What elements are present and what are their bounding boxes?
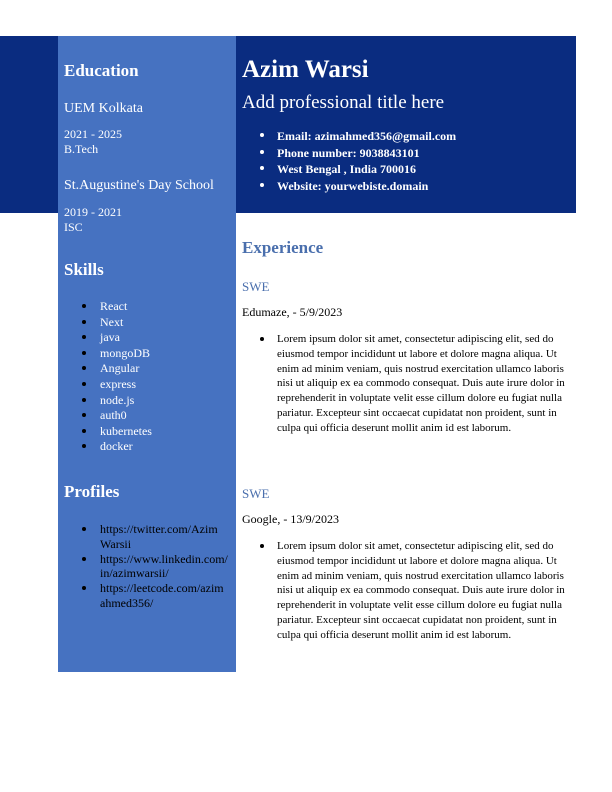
experience-heading: Experience (242, 238, 324, 257)
education-years: 2021 - 2025 (64, 127, 122, 141)
education-heading: Education (64, 61, 139, 80)
skill-item: React (82, 299, 152, 315)
professional-title: Add professional title here (242, 92, 445, 113)
skill-item: node.js (82, 393, 152, 409)
skill-item: docker (82, 439, 152, 455)
education-school: St.Augustine's Day School (64, 178, 214, 193)
job-meta: Google, - 13/9/2023 (242, 512, 339, 526)
job-role: SWE (242, 486, 270, 501)
contact-phone: Phone number: 9038843101 (260, 145, 456, 162)
job-bullet: Lorem ipsum dolor sit amet, consectetur adipiscing elit, sed do eiusmod tempor incididunt ut labore et dolore magna aliqua. Ut enim ad minim veniam, quis nostrud exercitation ullamco laboris nisi ut aliquip ex ea commodo consequat. Duis aute irure dolor in reprehenderit in voluptate velit esse cillum dolore eu fugiat nulla pariatur. Excepteur sint occaecat cupidatat non proident, sunt in culpa qui officia deserunt mollit anim id est laborum. (260, 332, 572, 435)
education-years: 2019 - 2021 (64, 205, 122, 219)
skills-list (82, 299, 152, 455)
skill-item: Next (82, 315, 152, 331)
job-role: SWE (242, 279, 270, 294)
contact-website: Website: yourwebiste.domain (260, 178, 456, 195)
job-bullets (260, 539, 572, 642)
education-school: UEM Kolkata (64, 101, 143, 116)
skill-item: Angular (82, 361, 152, 377)
job-bullet: Lorem ipsum dolor sit amet, consectetur adipiscing elit, sed do eiusmod tempor incididunt ut labore et dolore magna aliqua. Ut enim ad minim veniam, quis nostrud exercitation ullamco laboris nisi ut aliquip ex ea commodo consequat. Duis aute irure dolor in reprehenderit in voluptate velit esse cillum dolore eu fugiat nulla pariatur. Excepteur sint occaecat cupidatat non proident, sunt in culpa qui officia deserunt mollit anim id est laborum. (260, 539, 572, 642)
skill-item: express (82, 377, 152, 393)
skill-item: java (82, 330, 152, 346)
job-bullets (260, 332, 572, 435)
contact-list (260, 128, 456, 194)
education-degree: ISC (64, 220, 83, 234)
contact-location: West Bengal , India 700016 (260, 161, 456, 178)
profiles-list (82, 522, 228, 611)
candidate-name: Azim Warsi (242, 56, 369, 83)
profile-link[interactable]: https://leetcode.com/azimahmed356/ (82, 581, 228, 611)
contact-email: Email: azimahmed356@gmail.com (260, 128, 456, 145)
skill-item: auth0 (82, 408, 152, 424)
job-meta: Edumaze, - 5/9/2023 (242, 305, 343, 319)
profiles-heading: Profiles (64, 482, 120, 501)
skill-item: kubernetes (82, 424, 152, 440)
education-degree: B.Tech (64, 142, 99, 156)
skills-heading: Skills (64, 260, 104, 279)
profile-link[interactable]: https://twitter.com/AzimWarsii (82, 522, 228, 552)
profile-link[interactable]: https://www.linkedin.com/in/azimwarsii/ (82, 552, 228, 582)
skill-item: mongoDB (82, 346, 152, 362)
